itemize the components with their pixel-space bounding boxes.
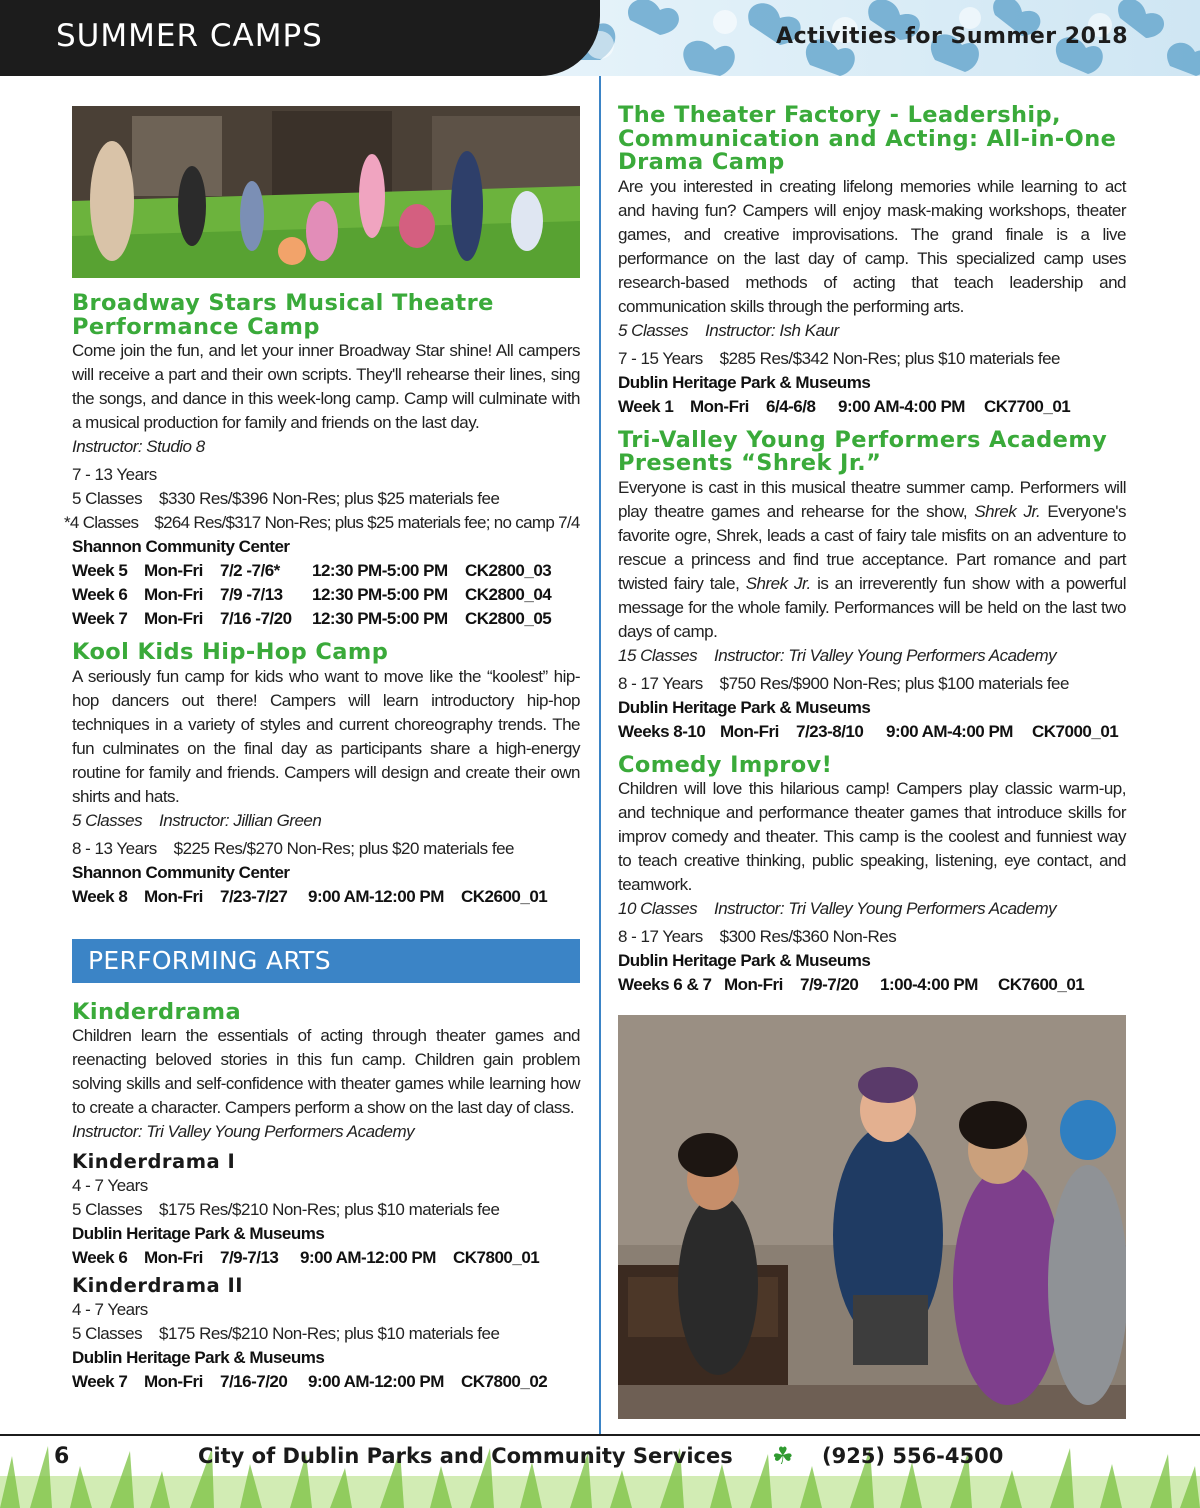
session-days: Mon-Fri <box>144 561 203 580</box>
photo-indoor-acting <box>618 1015 1126 1419</box>
left-column <box>64 106 580 1394</box>
session-days: Mon-Fri <box>144 585 203 604</box>
broadway-description: Come join the fun, and let your inner Broadway Star shine! All campers will receive a part and their own scripts. They'll rehearse their lines, sing the songs, and dance in this week-long camp. Camp will culminate with a musical production for family and friends on the last day. <box>72 341 580 432</box>
section-title: SUMMER CAMPS <box>56 18 323 54</box>
session-dates: 7/16-7/20 <box>220 1372 288 1391</box>
shrek-desc-italic: Shrek Jr. <box>745 573 811 593</box>
broadway-instructor: Instructor: Studio 8 <box>72 437 205 456</box>
session-days: Mon-Fri <box>144 886 203 906</box>
session-week: Weeks 6 & 7 <box>618 975 712 994</box>
shrek-title-line2: Presents “Shrek Jr.” <box>618 450 882 476</box>
kinderdrama-title: Kinderdrama <box>72 998 242 1025</box>
session-code: CK2800_03 <box>465 561 552 580</box>
session-week: Weeks 8-10 <box>618 721 706 741</box>
schedule-row <box>72 885 580 909</box>
koolkids-section <box>72 641 580 909</box>
shrek-location: Dublin Heritage Park & Museums <box>618 697 871 717</box>
header-pattern <box>540 0 1200 76</box>
koolkids-location: Shannon Community Center <box>72 862 290 882</box>
session-code: CK2800_04 <box>465 585 552 604</box>
session-dates: 7/16 -7/20 <box>220 609 292 628</box>
page-number: 6 <box>54 1444 70 1469</box>
comedy-price: 8 - 17 Years $300 Res/$360 Non-Res <box>618 927 897 946</box>
kinderdrama-1-price: 5 Classes $175 Res/$210 Non-Res; plus $10 materials fee <box>72 1200 500 1219</box>
shrek-desc-part: is an irreverently fun show with a powerful message for the whole family. Performances will be held on the last two days of camp. <box>618 573 1127 641</box>
comedy-description: Children will love this hilarious camp! Campers play classic warm-up, and technique and performance theater games that introduce skills for improv comedy and theater. This camp is the coolest and funniest way to teach creative thinking, public speaking, listening, eye contact, and teamwork. <box>618 779 1126 894</box>
session-week: Week 8 <box>72 886 128 906</box>
theater-title <box>618 104 1126 175</box>
session-week: Week 6 <box>72 1248 128 1267</box>
broadway-title-line1: Broadway Stars Musical Theatre <box>72 290 494 316</box>
performing-arts-band: PERFORMING ARTS <box>72 939 580 983</box>
schedule-row <box>72 583 580 607</box>
session-code: CK7800_01 <box>453 1248 540 1267</box>
shrek-desc-italic: Shrek Jr. <box>974 501 1041 521</box>
schedule-row <box>72 1246 580 1270</box>
session-days: Mon-Fri <box>144 1248 203 1267</box>
kinderdrama-2-location: Dublin Heritage Park & Museums <box>72 1348 325 1367</box>
theater-title-line3: Drama Camp <box>618 149 785 175</box>
kinderdrama-2-ages: 4 - 7 Years <box>72 1300 148 1319</box>
shrek-instructor: 15 Classes Instructor: Tri Valley Young Performers Academy <box>618 645 1057 665</box>
kinderdrama-1-location: Dublin Heritage Park & Museums <box>72 1224 325 1243</box>
shrek-price: 8 - 17 Years $750 Res/$900 Non-Res; plus $100 materials fee <box>618 673 1069 693</box>
header-section-bar <box>0 0 600 76</box>
session-dates: 7/9-7/20 <box>800 975 859 994</box>
session-days: Mon-Fri <box>720 721 779 741</box>
kinderdrama-1-ages: 4 - 7 Years <box>72 1176 148 1195</box>
session-days: Mon-Fri <box>724 975 783 994</box>
koolkids-title: Kool Kids Hip-Hop Camp <box>72 639 389 665</box>
schedule-row <box>618 720 1126 744</box>
theater-instructor: 5 Classes Instructor: Ish Kaur <box>618 320 839 340</box>
broadway-location: Shannon Community Center <box>72 537 290 556</box>
shamrock-icon: ☘ <box>772 1443 794 1470</box>
session-time: 9:00 AM-12:00 PM <box>300 1248 436 1267</box>
koolkids-price: 8 - 13 Years $225 Res/$270 Non-Res; plus $20 materials fee <box>72 838 515 858</box>
session-days: Mon-Fri <box>144 1372 203 1391</box>
schedule-row <box>618 395 1126 419</box>
session-time: 12:30 PM-5:00 PM <box>312 585 448 604</box>
broadway-price-5: 5 Classes $330 Res/$396 Non-Res; plus $25 materials fee <box>72 489 500 508</box>
theater-description: Are you interested in creating lifelong memories while learning to act and having fun? Campers will enjoy mask-making workshops, theater games, and creative improvisations. The grand finale is a live performance on the last day of camp. This specialized camp uses research-based methods of acting that teach leadership and communication skills through the performing arts. <box>618 176 1126 316</box>
kinderdrama-2-title: Kinderdrama II <box>72 1274 243 1297</box>
session-dates: 7/2 -7/6* <box>220 561 280 580</box>
session-time: 12:30 PM-5:00 PM <box>312 561 448 580</box>
header-tagline: Activities for Summer 2018 <box>776 24 1128 49</box>
session-time: 9:00 AM-4:00 PM <box>838 396 965 416</box>
kinderdrama-description: Children learn the essentials of acting through theater games and reenacting beloved stories in this fun camp. Children gain problem solving skills and self-confidence with theater games while learning how to create a character. Campers perform a show on the last day of class. <box>72 1026 580 1117</box>
theater-section <box>618 104 1126 419</box>
session-dates: 6/4-6/8 <box>766 396 816 416</box>
session-week: Week 7 <box>72 609 128 628</box>
session-dates: 7/9 -7/13 <box>220 585 283 604</box>
footer-organization: City of Dublin Parks and Community Services <box>198 1444 733 1468</box>
kinderdrama-section <box>72 998 580 1395</box>
broadway-title-line2: Performance Camp <box>72 313 320 340</box>
session-days: Mon-Fri <box>144 609 203 628</box>
session-code: CK7600_01 <box>998 975 1085 994</box>
shrek-title <box>618 426 1126 476</box>
session-code: CK2600_01 <box>461 886 548 906</box>
shrek-desc-part: Everyone's favorite ogre, Shrek, leads a cast of fairy tale misfits on an adventure to rescue a princess and find true acceptance. Part romance and part twisted fairy tale, <box>618 501 1126 593</box>
session-dates: 7/23-7/27 <box>220 886 288 906</box>
session-days: Mon-Fri <box>690 396 749 416</box>
footer-phone: (925) 556-4500 <box>822 1444 1004 1468</box>
comedy-section <box>618 751 1126 998</box>
broadway-price-4: *4 Classes $264 Res/$317 Non-Res; plus $25 materials fee; no camp 7/4 <box>64 513 580 532</box>
shrek-section <box>618 426 1127 744</box>
comedy-location: Dublin Heritage Park & Museums <box>618 951 871 970</box>
session-code: CK7800_02 <box>461 1372 548 1391</box>
broadway-ages: 7 - 13 Years <box>72 465 157 484</box>
session-dates: 7/23-8/10 <box>796 721 864 741</box>
photo-outdoor-campers <box>72 106 580 278</box>
session-time: 9:00 AM-12:00 PM <box>308 886 444 906</box>
shrek-desc-part: Everyone is cast in this musical theatre summer camp. Performers will play theatre games and rehearse for the show, <box>618 477 1126 521</box>
session-time: 1:00-4:00 PM <box>880 975 978 994</box>
footer <box>0 1436 1200 1508</box>
schedule-row <box>72 559 580 583</box>
session-time: 9:00 AM-4:00 PM <box>886 721 1013 741</box>
comedy-instructor: 10 Classes Instructor: Tri Valley Young Performers Academy <box>618 899 1057 918</box>
kinderdrama-instructor: Instructor: Tri Valley Young Performers Academy <box>72 1122 415 1141</box>
session-time: 12:30 PM-5:00 PM <box>312 609 448 628</box>
session-week: Week 7 <box>72 1372 128 1391</box>
kinderdrama-2-price: 5 Classes $175 Res/$210 Non-Res; plus $10 materials fee <box>72 1324 500 1343</box>
broadway-schedule <box>72 559 580 631</box>
schedule-row <box>72 1370 580 1394</box>
column-divider <box>599 76 601 1436</box>
koolkids-instructor: 5 Classes Instructor: Jillian Green <box>72 810 322 830</box>
comedy-title: Comedy Improv! <box>618 751 833 778</box>
schedule-row <box>618 973 1126 997</box>
broadway-title <box>72 292 580 339</box>
session-week: Week 5 <box>72 561 128 580</box>
shrek-description <box>618 476 1126 644</box>
session-time: 9:00 AM-12:00 PM <box>308 1372 444 1391</box>
koolkids-description: A seriously fun camp for kids who want to move like the “koolest” hip-hop dancers out there! Campers will learn introductory hip-hop techniques in a variety of styles and current choreography trends. The fun culminates on the final day as participants share a high-energy routine for family and friends. Campers will design and create their own shirts and hats. <box>72 666 580 806</box>
kinderdrama-1-title: Kinderdrama I <box>72 1150 236 1173</box>
session-code: CK7700_01 <box>984 396 1071 416</box>
session-code: CK2800_05 <box>465 609 552 628</box>
theater-title-line2: Communication and Acting: All-in-One <box>618 125 1117 152</box>
session-week: Week 1 <box>618 396 674 416</box>
session-week: Week 6 <box>72 585 128 604</box>
theater-location: Dublin Heritage Park & Museums <box>618 372 871 392</box>
theater-title-line1: The Theater Factory - Leadership, <box>618 102 1061 128</box>
right-column <box>618 104 1126 1419</box>
schedule-row <box>72 607 580 631</box>
theater-price: 7 - 15 Years $285 Res/$342 Non-Res; plus $10 materials fee <box>618 348 1061 368</box>
shrek-title-line1: Tri-Valley Young Performers Academy <box>618 426 1108 453</box>
session-code: CK7000_01 <box>1032 721 1119 741</box>
broadway-section <box>64 290 580 631</box>
session-dates: 7/9-7/13 <box>220 1248 279 1267</box>
